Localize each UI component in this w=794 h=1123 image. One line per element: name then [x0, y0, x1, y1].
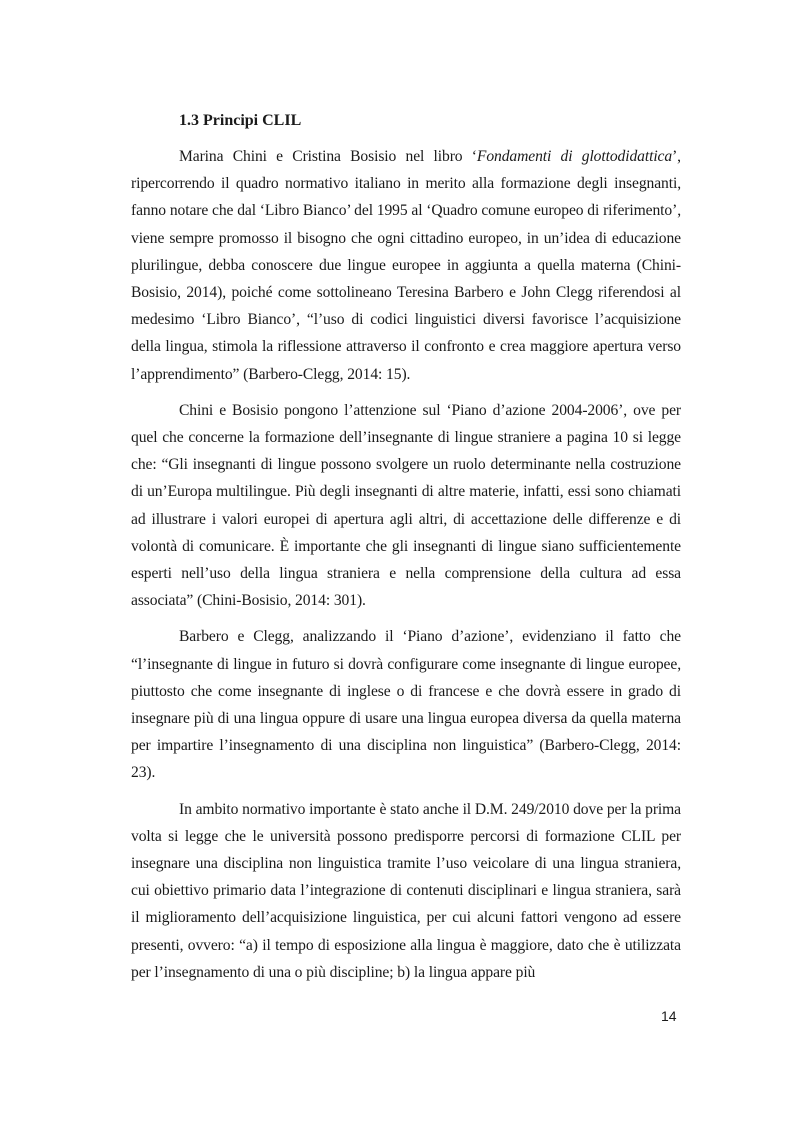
section-heading: 1.3 Principi CLIL — [179, 112, 302, 129]
paragraph-3: Barbero e Clegg, analizzando il ‘Piano d’azione’, evidenziano il fatto che “l’insegnante di lingue in futuro si dovrà configurare come insegnante di lingue europee, piuttosto che come insegnante di inglese o di francese e che dovrà essere in grado di insegnare più di una lingua oppure di usare una lingua europea diversa da quella materna per impartire l’insegnamento di una disciplina non linguistica” (Barbero-Clegg, 2014: 23). — [131, 628, 681, 782]
paragraph-1 — [131, 143, 681, 388]
page-body — [131, 108, 681, 995]
paragraph-4: In ambito normativo importante è stato anche il D.M. 249/2010 dove per la prima volta si legge che le università possono predisporre percorsi di formazione CLIL per insegnare una disciplina non linguistica tramite l’uso veicolare di una lingua straniera, cui obiettivo primario data l’integrazione di contenuti disciplinari e lingua straniera, sarà il miglioramento dell’acquisizione linguistica, per cui alcuni fattori vengono ad essere presenti, ovvero: “a) il tempo di esposizione alla lingua è maggiore, dato che è utilizzata per l’insegnamento di una o più discipline; b) la lingua appare più — [131, 800, 681, 981]
page-number: 14 — [661, 1008, 677, 1024]
book-title: Fondamenti di glottodidattica — [476, 148, 673, 165]
paragraph-1-before: Marina Chini e Cristina Bosisio nel libro ‘ — [179, 148, 477, 165]
paragraph-1-after: ’, ripercorrendo il quadro normativo italiano in merito alla formazione degli insegnanti, fanno notare che dal ‘Libro Bianco’ del 1995 al ‘Quadro comune europeo di riferimento’, viene sempre promosso il bisogno che ogni cittadino europeo, in un’idea di educazione plurilingue, debba conoscere due lingue europee in aggiunta a quella materna (Chini-Bosisio, 2014), poiché come sottolineano Teresina Barbero e John Clegg riferendosi al medesimo ‘Libro Bianco’, “l’uso di codici linguistici diversi favorisce l’acquisizione della lingua, stimola la riflessione attraverso il confronto e crea maggiore apertura verso l’apprendimento” (Barbero-Clegg, 2014: 15). — [131, 148, 681, 383]
paragraph-2: Chini e Bosisio pongono l’attenzione sul ‘Piano d’azione 2004-2006’, ove per quel che concerne la formazione dell’insegnante di lingue straniere a pagina 10 si legge che: “Gli insegnanti di lingue possono svolgere un ruolo determinante nella costruzione di un’Europa multilingue. Più degli insegnanti di altre materie, infatti, essi sono chiamati ad illustrare i valori europei di apertura agli altri, di accettazione delle differenze e di volontà di comunicare. È importante che gli insegnanti di lingue siano sufficientemente esperti nell’uso della lingua straniera e nella comprensione della cultura ad essa associata” (Chini-Bosisio, 2014: 301). — [131, 401, 681, 610]
